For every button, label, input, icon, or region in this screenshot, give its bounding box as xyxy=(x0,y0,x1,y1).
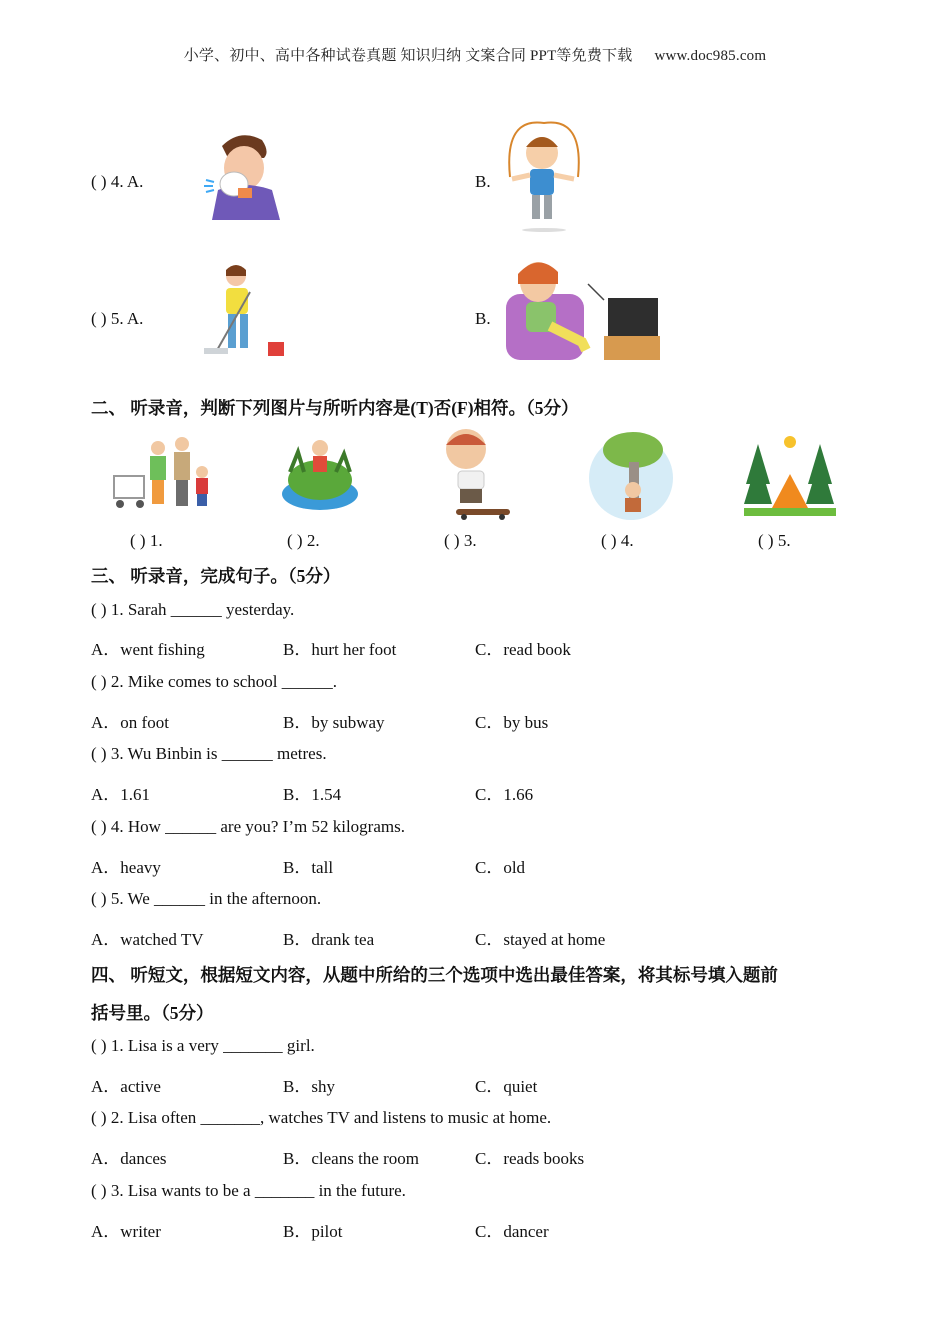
part3-q3-option-a: A．1.61 xyxy=(91,785,151,804)
part3-q5-option-c: C．stayed at home xyxy=(475,930,606,949)
part4-q2-option-a: A．dances xyxy=(91,1149,167,1168)
part3-q5-option-a: A．watched TV xyxy=(91,930,204,949)
part2-title: 二、 听录音，判断下列图片与所听内容是(T)否(F)相符。（5分） xyxy=(91,398,579,418)
camping-tent-picture xyxy=(744,434,836,518)
part3-q2-option-b: B．by subway xyxy=(283,713,385,732)
part3-q4-option-a: A．heavy xyxy=(91,858,161,877)
part4-q2-option-c: C．reads books xyxy=(475,1149,585,1168)
part3-q2-option-c: C．by bus xyxy=(475,713,549,732)
part2-item-4: ( ) 4. xyxy=(601,531,634,550)
part4-q2-option-b: B．cleans the room xyxy=(283,1149,419,1168)
part3-q2-option-a: A．on foot xyxy=(91,713,169,732)
part3-q4-stem: ( ) 4. How ______ are you? I’m 52 kilograms. xyxy=(91,817,405,836)
header-text: 小学、初中、高中各种试卷真题 知识归纳 文案合同 PPT等免费下载 xyxy=(183,48,633,64)
part4-title-line1: 四、 听短文，根据短文内容，从题中所给的三个选项中选出最佳答案，将其标号填入题前 xyxy=(91,965,778,985)
part2-item-2: ( ) 2. xyxy=(287,531,320,550)
part4-title-line2: 括号里。（5分） xyxy=(91,1003,214,1023)
part4-q1-stem: ( ) 1. Lisa is a very _______ girl. xyxy=(91,1036,315,1055)
shopping-family-picture xyxy=(110,436,215,512)
part3-q3-stem: ( ) 3. Wu Binbin is ______ metres. xyxy=(91,744,327,763)
part4-q3-option-b: B．pilot xyxy=(283,1222,343,1241)
q5-label: ( ) 5. A. xyxy=(91,309,144,328)
part4-q3-option-c: C．dancer xyxy=(475,1222,549,1241)
part4-q1-option-b: B．shy xyxy=(283,1077,335,1096)
part4-q3-stem: ( ) 3. Lisa wants to be a _______ in the future. xyxy=(91,1181,406,1200)
woman-watching-tv-picture xyxy=(500,254,665,368)
header-site: www.doc985.com xyxy=(654,48,767,64)
jumping-rope-boy-picture xyxy=(500,117,588,233)
q4-option-b: B. xyxy=(475,172,491,191)
part2-item-1: ( ) 1. xyxy=(130,531,163,550)
part4-q2-stem: ( ) 2. Lisa often _______, watches TV and listens to music at home. xyxy=(91,1108,552,1127)
q4-label: ( ) 4. A. xyxy=(91,172,144,191)
part3-q5-option-b: B．drank tea xyxy=(283,930,375,949)
part3-q3-option-b: B．1.54 xyxy=(283,785,342,804)
page-header xyxy=(0,44,950,65)
part3-q5-stem: ( ) 5. We ______ in the afternoon. xyxy=(91,889,322,908)
part2-item-5: ( ) 5. xyxy=(758,531,791,550)
part4-q3-option-a: A．writer xyxy=(91,1222,161,1241)
part3-q3-option-c: C．1.66 xyxy=(475,785,534,804)
q5-option-b: B. xyxy=(475,309,491,328)
part3-q1-option-c: C．read book xyxy=(475,640,571,659)
part3-q4-option-b: B．tall xyxy=(283,858,334,877)
mopping-woman-picture xyxy=(202,262,290,360)
part3-q1-stem: ( ) 1. Sarah ______ yesterday. xyxy=(91,600,295,619)
skateboarding-boy-picture xyxy=(436,425,516,521)
part3-q2-stem: ( ) 2. Mike comes to school ______. xyxy=(91,672,337,691)
part3-q4-option-c: C．old xyxy=(475,858,526,877)
part3-q1-option-b: B．hurt her foot xyxy=(283,640,397,659)
part3-q1-option-a: A．went fishing xyxy=(91,640,205,659)
boy-under-tree-picture xyxy=(585,428,677,520)
part4-q1-option-a: A．active xyxy=(91,1077,161,1096)
boy-in-swamp-picture xyxy=(280,432,362,514)
part2-item-3: ( ) 3. xyxy=(444,531,477,550)
part4-q1-option-c: C．quiet xyxy=(475,1077,538,1096)
part3-title: 三、 听录音，完成句子。（5分） xyxy=(91,566,341,586)
sneezing-man-picture xyxy=(200,128,282,220)
